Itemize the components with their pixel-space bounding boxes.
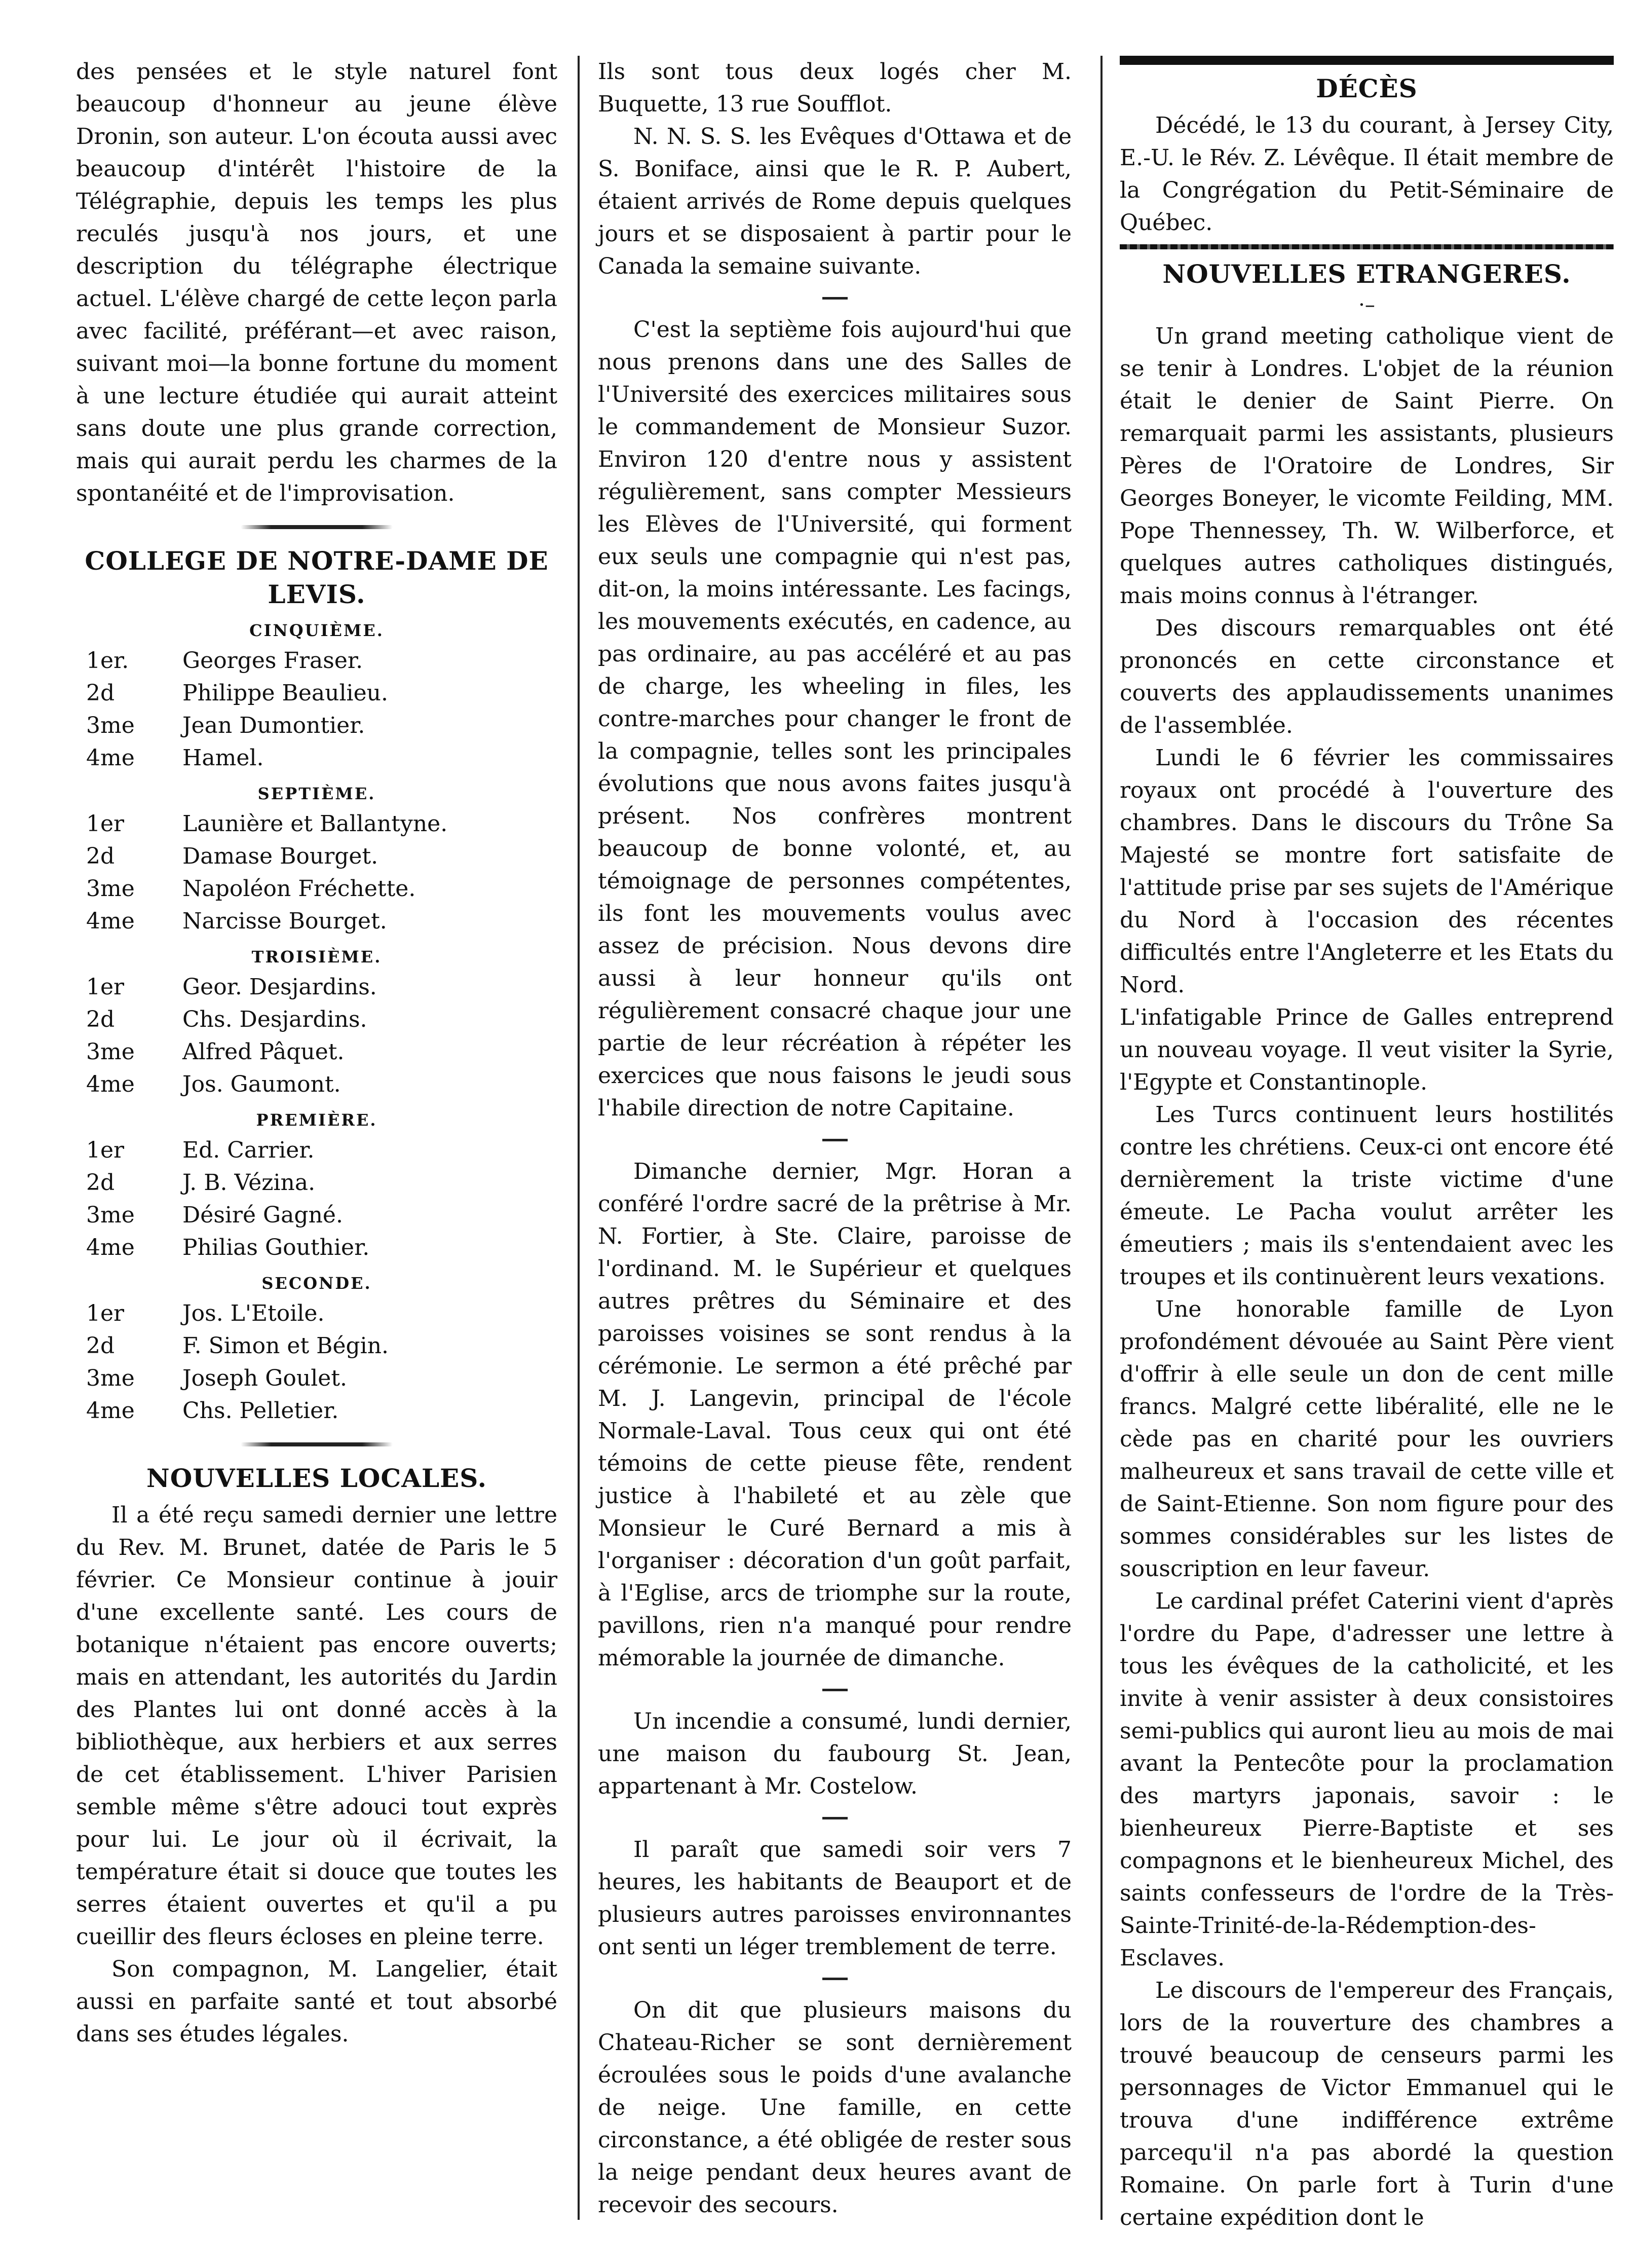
rank-ordinal: 4me xyxy=(86,908,135,934)
ranking-row xyxy=(76,645,557,677)
class-section-title: CINQUIÈME. xyxy=(249,621,384,640)
separator-dash xyxy=(822,1689,848,1691)
ranking-row xyxy=(76,710,557,742)
student-name: Hamel. xyxy=(182,745,264,771)
student-name: Damase Bourget. xyxy=(182,843,378,869)
ranking-row xyxy=(76,1199,557,1232)
ornamental-rule xyxy=(241,525,393,529)
deces-notice: Décédé, le 13 du courant, à Jersey City, E.-U. le Rév. Z. Lévêque. Il était membre de la Congrégation du Petit-Séminaire de Québec. xyxy=(1120,113,1614,236)
foreign-chambers: Lundi le 6 février les commissaires royaux ont procédé à l'ouverture des chambres. Dans le discours du Trône Sa Majesté se montre fort satisfaite de l'attitude prise par ses sujets de l'Amérique du Nord à l'occasion des récentes difficultés entre l'Angleterre et les Etats du Nord. xyxy=(1120,745,1614,998)
rank-ordinal: 4me xyxy=(86,1071,135,1097)
ranking-row xyxy=(76,1134,557,1167)
rank-ordinal: 1er xyxy=(86,1300,125,1326)
ranking-row xyxy=(76,1395,557,1427)
ranking-row xyxy=(76,677,557,710)
student-name: Philias Gouthier. xyxy=(182,1235,370,1260)
rank-ordinal: 3me xyxy=(86,1202,135,1228)
column-3 xyxy=(1120,56,1614,2234)
foreign-prince: L'infatigable Prince de Galles entreprend un nouveau voyage. Il veut visiter la Syrie, l'Egypte et Constantinople. xyxy=(1120,1005,1614,1095)
separator-dash xyxy=(822,1139,848,1141)
ranking-row xyxy=(76,873,557,905)
separator-dash xyxy=(822,297,848,300)
rank-ordinal: 1er xyxy=(86,974,125,1000)
student-name: F. Simon et Bégin. xyxy=(182,1333,389,1359)
ornamental-rule xyxy=(241,1442,393,1446)
class-section-title: SEPTIÈME. xyxy=(257,784,376,803)
foreign-lyon: Une honorable famille de Lyon profondément dévouée au Saint Père vient d'offrir à elle seule un don de cent mille francs. Malgré cette libéralité, elle ne le cède pas en charité pour les ouvriers malheureux et sans travail de cette ville et de Saint-Etienne. Son nom figure pour des sommes considérables sur les listes de souscription en leur faveur. xyxy=(1120,1296,1614,1582)
ranking-row xyxy=(76,971,557,1003)
separator-dash xyxy=(822,1978,848,1980)
foreign-cardinal: Le cardinal préfet Caterini vient d'après l'ordre du Pape, d'adresser une lettre à tous les évêques de la catholicité, et les invite à venir assister à deux consistoires semi-publics qui auront lieu au mois de mai avant la Pentecôte pour la proclamation des martyrs japonais, savoir : le bienheureux Pierre-Baptiste et ses compagnons et le bienheureux Michel, des saints confesseurs de l'ordre de la Très-Sainte-Trinité-de-la-Rédemption-des-Esclaves. xyxy=(1120,1588,1614,1971)
foreign-turks: Les Turcs continuent leurs hostilités contre les chrétiens. Ceux-ci ont encore été dernièrement la triste victime d'une émeute. Le Pacha voulut arrêter les émeutiers ; mais ils s'entendaient avec les troupes et ils continuèrent leurs vexations. xyxy=(1120,1102,1614,1290)
foreign-news-title: NOUVELLES ETRANGERES. xyxy=(1162,259,1571,289)
rank-ordinal: 2d xyxy=(86,1007,115,1032)
education-article: des pensées et le style naturel font beaucoup d'honneur au jeune élève Dronin, son auteur. L'on écouta aussi avec beaucoup d'intérêt l'histoire de la Télégraphie, depuis les temps les plus reculés jusqu'à nos jours, et une description du télégraphe électrique actuel. L'élève chargé de cette leçon parla avec facilité, préférant—et avec raison, suivant moi—la bonne fortune du moment à une lecture étudiée qui aurait atteint sans doute une plus grande correction, mais qui aurait perdu les charmes de la spontanéité et de l'improvisation. xyxy=(76,59,557,506)
college-title: COLLEGE DE NOTRE-DAME DE LEVIS. xyxy=(85,546,549,609)
student-name: Narcisse Bourget. xyxy=(182,908,387,934)
rank-ordinal: 4me xyxy=(86,745,135,771)
student-name: Joseph Goulet. xyxy=(182,1365,347,1391)
ranking-row xyxy=(76,905,557,938)
rank-ordinal: 3me xyxy=(86,1039,135,1065)
locales-article-cont: Son compagnon, M. Langelier, était aussi en parfaite santé et tout absorbé dans ses études légales. xyxy=(76,1956,557,2047)
student-name: Chs. Pelletier. xyxy=(182,1398,339,1424)
student-name: Georges Fraser. xyxy=(182,648,363,674)
student-name: Jean Dumontier. xyxy=(182,713,365,738)
column-1 xyxy=(76,56,557,2051)
student-name: Philippe Beaulieu. xyxy=(182,680,388,706)
student-name: Napoléon Fréchette. xyxy=(182,876,416,902)
foreign-discourses: Des discours remarquables ont été prononcés en cette circonstance et couverts des applaudissements unanimes de l'assemblée. xyxy=(1120,615,1614,738)
ranking-row xyxy=(76,742,557,774)
column-rule-right xyxy=(1100,56,1103,2220)
rank-ordinal: 1er xyxy=(86,1137,125,1163)
ranking-row xyxy=(76,1232,557,1264)
class-section-title: SECONDE. xyxy=(261,1274,372,1293)
rank-ordinal: 4me xyxy=(86,1398,135,1424)
rank-ordinal: 3me xyxy=(86,713,135,738)
ranking-row xyxy=(76,1167,557,1199)
foreign-emperor: Le discours de l'empereur des Français, lors de la rouverture des chambres a trouvé beaucoup de censeurs parmi les personnages de Victor Emmanuel qui le trouva d'une indifférence extrême parcequ'il n'a pas abordé la question Romaine. On parle fort à Turin d'une certaine expédition dont le xyxy=(1120,1978,1614,2230)
rank-ordinal: 1er. xyxy=(86,648,129,674)
article-lodging: Ils sont tous deux logés cher M. Buquette, 13 rue Soufflot. xyxy=(598,59,1072,117)
article-ordination: Dimanche dernier, Mgr. Horan a conféré l'ordre sacré de la prêtrise à Mr. N. Fortier, à Ste. Claire, paroisse de l'ordinand. M. le Supérieur et quelques autres prêtres du Séminaire et des paroisses voisines se sont rendus à la cérémonie. Le sermon a été prêché par M. J. Langevin, principal de l'école Normale-Laval. Tous ceux qui ont été témoins de cette pieuse fête, rendent justice à l'habileté et au zèle que Monsieur le Curé Bernard a mis à l'organiser : décoration d'un goût parfait, à l'Eglise, arcs de triomphe sur la route, pavillons, rien n'a manqué pour rendre mémorable la journée de dimanche. xyxy=(598,1159,1072,1671)
rank-ordinal: 3me xyxy=(86,876,135,902)
ranking-row xyxy=(76,1036,557,1068)
ranking-row xyxy=(76,1330,557,1362)
separator-dash xyxy=(822,1817,848,1819)
student-name: Chs. Desjardins. xyxy=(182,1007,367,1032)
student-name: Launière et Ballantyne. xyxy=(182,811,448,837)
ranking-row xyxy=(76,1003,557,1036)
ranking-list xyxy=(76,619,557,1427)
student-name: Geor. Desjardins. xyxy=(182,974,377,1000)
rank-ordinal: 2d xyxy=(86,1170,115,1196)
ranking-row xyxy=(76,1362,557,1395)
article-military-exercises: C'est la septième fois aujourd'hui que nous prenons dans une des Salles de l'Université des exercices militaires sous le commandement de Monsieur Suzor. Environ 120 d'entre nous y assistent régulièrement, sans compter Messieurs les Elèves de l'Université, qui forment eux seuls une compagnie qui n'est pas, dit-on, la moins intéressante. Les facings, les mouvements exécutés, en cadence, au pas ordinaire, au pas accéléré et au pas de charge, les wheeling in files, les contre-marches pour changer le front de la compagnie, telles sont les principales évolutions que nous avons faites jusqu'à présent. Nos confrères montrent beaucoup de bonne volonté, et, au témoignage de personnes compétentes, ils font les mouvements voulus avec assez de précision. Nous devons dire aussi à leur honneur qu'ils ont régulièrement consacré chaque jour une partie de leur récréation à répéter les exercices que nous faisons le jeudi sous l'habile direction de notre Capitaine. xyxy=(598,317,1072,1121)
ranking-row xyxy=(76,808,557,840)
ranking-row xyxy=(76,1297,557,1330)
student-name: J. B. Vézina. xyxy=(182,1170,316,1196)
article-fire: Un incendie a consumé, lundi dernier, une maison du faubourg St. Jean, appartenant à Mr. Costelow. xyxy=(598,1708,1072,1799)
class-section-title: TROISIÈME. xyxy=(251,947,382,966)
rank-ordinal: 2d xyxy=(86,843,115,869)
locales-article: Il a été reçu samedi dernier une lettre du Rev. M. Brunet, datée de Paris le 5 février. Ce Monsieur continue à jouir d'une excellente santé. Les cours de botanique n'étaient pas encore ouverts; mais en attendant, les autorités du Jardin des Plantes lui ont donné accès à la bibliothèque, aux herbiers et aux serres de cet établissement. L'hiver Parisien semble même s'être adouci tout exprès pour lui. Le jour où il écrivait, la température était si douce que toutes les serres étaient ouvertes et qu'il a pu cueillir des fleurs écloses en pleine terre. xyxy=(76,1502,557,1950)
foreign-meeting: Un grand meeting catholique vient de se tenir à Londres. L'objet de la réunion était le denier de Saint Pierre. On remarquait parmi les assistants, plusieurs Pères de l'Oratoire de Londres, Sir Georges Boneyer, le vicomte Feilding, MM. Pope Thennessey, Th. W. Wilberforce, et quelques autres catholiques distingués, mais moins connus à l'étranger. xyxy=(1120,323,1614,609)
column-2 xyxy=(598,56,1072,2221)
student-name: Alfred Pâquet. xyxy=(182,1039,345,1065)
rank-ordinal: 2d xyxy=(86,1333,115,1359)
class-section-title: PREMIÈRE. xyxy=(256,1110,377,1130)
rank-ordinal: 1er xyxy=(86,811,125,837)
student-name: Ed. Carrier. xyxy=(182,1137,315,1163)
article-earthquake: Il paraît que samedi soir vers 7 heures, les habitants de Beauport et de plusieurs autres paroisses environnantes ont senti un léger tremblement de terre. xyxy=(598,1837,1072,1960)
rank-ordinal: 4me xyxy=(86,1235,135,1260)
ranking-row xyxy=(76,840,557,873)
article-avalanche: On dit que plusieurs maisons du Chateau-Richer se sont dernièrement écroulées sous le poids d'une avalanche de neige. Une famille, en cette circonstance, a été obligée de rester sous la neige pendant deux heures avant de recevoir des secours. xyxy=(598,1997,1072,2218)
student-name: Désiré Gagné. xyxy=(182,1202,343,1228)
student-name: Jos. Gaumont. xyxy=(182,1071,341,1097)
deces-title: DÉCÈS xyxy=(1316,73,1418,103)
heavy-rule xyxy=(1120,56,1614,65)
ranking-row xyxy=(76,1068,557,1101)
article-bishops: N. N. S. S. les Evêques d'Ottawa et de S. Boniface, ainsi que le R. P. Aubert, étaient arrivés de Rome depuis quelques jours et se disposaient à partir pour le Canada la semaine suivante. xyxy=(598,124,1072,279)
rough-rule xyxy=(1120,244,1614,249)
rank-ordinal: 2d xyxy=(86,680,115,706)
column-rule-left xyxy=(578,56,580,2220)
rank-ordinal: 3me xyxy=(86,1365,135,1391)
student-name: Jos. L'Etoile. xyxy=(182,1300,325,1326)
locales-title: NOUVELLES LOCALES. xyxy=(146,1463,487,1493)
small-ornament: ·– xyxy=(1358,293,1375,317)
